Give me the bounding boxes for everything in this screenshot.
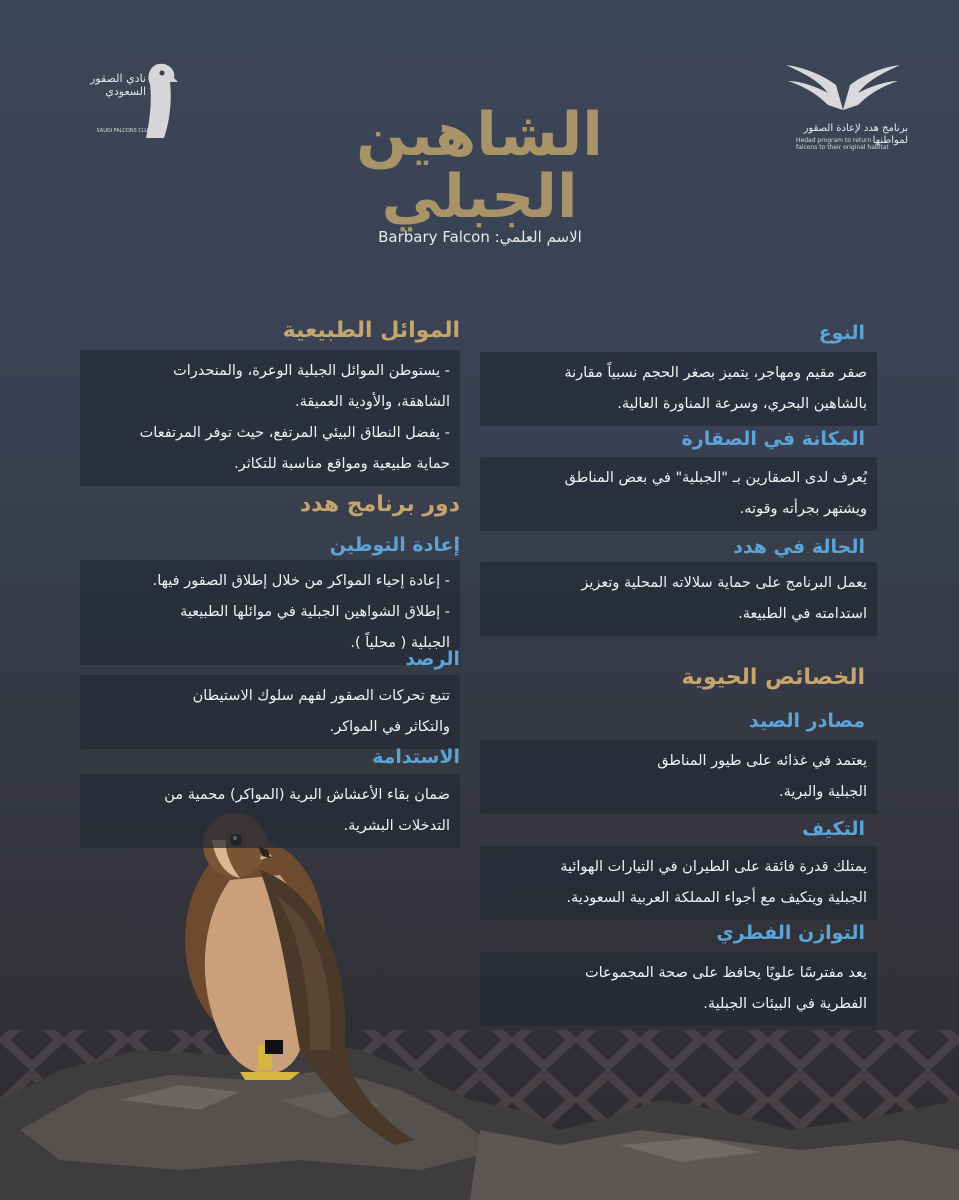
balance-box	[480, 952, 877, 1026]
hedad-status-line: يعمل البرنامج على حماية سلالاته المحلية وتعزيز	[581, 575, 867, 591]
balance-heading: التوازن الفطري	[716, 922, 865, 944]
hedad-logo-text-en: Hedad program to return falcons to their original habitat	[796, 137, 889, 151]
sustainability-heading: الاستدامة	[372, 746, 460, 768]
habitats-heading: الموائل الطبيعية	[282, 318, 460, 343]
balance-line: يعد مفترسًا علويًا يحافظ على صحة المجموعات	[584, 965, 867, 981]
falconry-status-line: ويشتهر بجرأته وقوته.	[739, 501, 867, 517]
resettlement-line: - إعادة إحياء المواكر من خلال إطلاق الصقور فيها.	[152, 573, 450, 589]
hunting-box	[480, 740, 877, 814]
sustainability-line: التدخلات البشرية.	[343, 818, 450, 834]
club-logo-text: نادي الصقور السعودي	[90, 72, 146, 98]
hedad-status-line: استدامته في الطبيعة.	[738, 606, 867, 622]
resettlement-line: الجبلية ( محلياً ).	[350, 635, 450, 651]
hedad-status-box	[480, 562, 877, 636]
club-logo-text-en: SAUDI FALCONS CLUB	[96, 128, 152, 134]
type-heading: النوع	[818, 322, 865, 344]
monitoring-line: تتبع تحركات الصقور لفهم سلوك الاستيطان	[192, 688, 450, 704]
adaptation-box	[480, 846, 877, 920]
type-line: بالشاهين البحري، وسرعة المناورة العالية.	[617, 396, 867, 412]
falconry-status-box	[480, 457, 877, 531]
adaptation-line: يمتلك قدرة فائقة على الطيران في التيارات الهوائية	[560, 859, 867, 875]
adaptation-heading: التكيف	[802, 818, 865, 840]
resettlement-heading: إعادة التوطين	[329, 534, 460, 556]
hunting-line: يعتمد في غذائه على طيور المناطق	[657, 753, 867, 769]
habitats-line: الشاهقة، والأودية العميقة.	[295, 394, 450, 410]
habitats-line: حماية طبيعية ومواقع مناسبة للتكاثر.	[234, 456, 450, 472]
falconry-status-line: يُعرف لدى الصقارين بـ "الجبلية" في بعض المناطق	[564, 470, 867, 486]
balance-line: الفطرية في البيئات الجبلية.	[703, 996, 867, 1012]
monitoring-heading: الرصد	[405, 648, 460, 670]
sustainability-line: ضمان بقاء الأعشاش البرية (المواكر) محمية من	[164, 787, 450, 803]
adaptation-line: الجبلية ويتكيف مع أجواء المملكة العربية السعودية.	[566, 890, 867, 906]
bio-traits-heading: الخصائص الحيوية	[681, 665, 865, 690]
habitats-box	[80, 350, 460, 486]
hedad-logo-text: برنامج هدد لإعادة الصقور لمواطنها	[803, 123, 908, 146]
hunting-line: الجبلية والبرية.	[779, 784, 867, 800]
sustainability-box	[80, 774, 460, 848]
page-title-line2: الجبلي	[381, 162, 578, 232]
page-title-line1: الشاهين	[356, 100, 603, 170]
monitoring-line: والتكاثر في المواكر.	[329, 719, 450, 735]
habitats-line: - يفضل النطاق البيئي المرتفع، حيث توفر المرتفعات	[139, 425, 450, 441]
type-box	[480, 352, 877, 426]
hedad-status-heading: الحالة في هدد	[733, 536, 865, 558]
scientific-name: الاسم العلمي: Barbary Falcon	[378, 228, 582, 246]
hunting-heading: مصادر الصيد	[748, 710, 865, 732]
program-role-heading: دور برنامج هدد	[299, 492, 460, 517]
habitats-line: - يستوطن الموائل الجبلية الوعرة، والمنحدرات	[173, 363, 450, 379]
monitoring-box	[80, 675, 460, 749]
type-line: صقر مقيم ومهاجر، يتميز بصغر الحجم نسبياً مقارنة	[564, 365, 867, 381]
resettlement-line: - إطلاق الشواهين الجبلية في موائلها الطبيعية	[180, 604, 450, 620]
falconry-status-heading: المكانة في الصقارة	[681, 428, 865, 450]
